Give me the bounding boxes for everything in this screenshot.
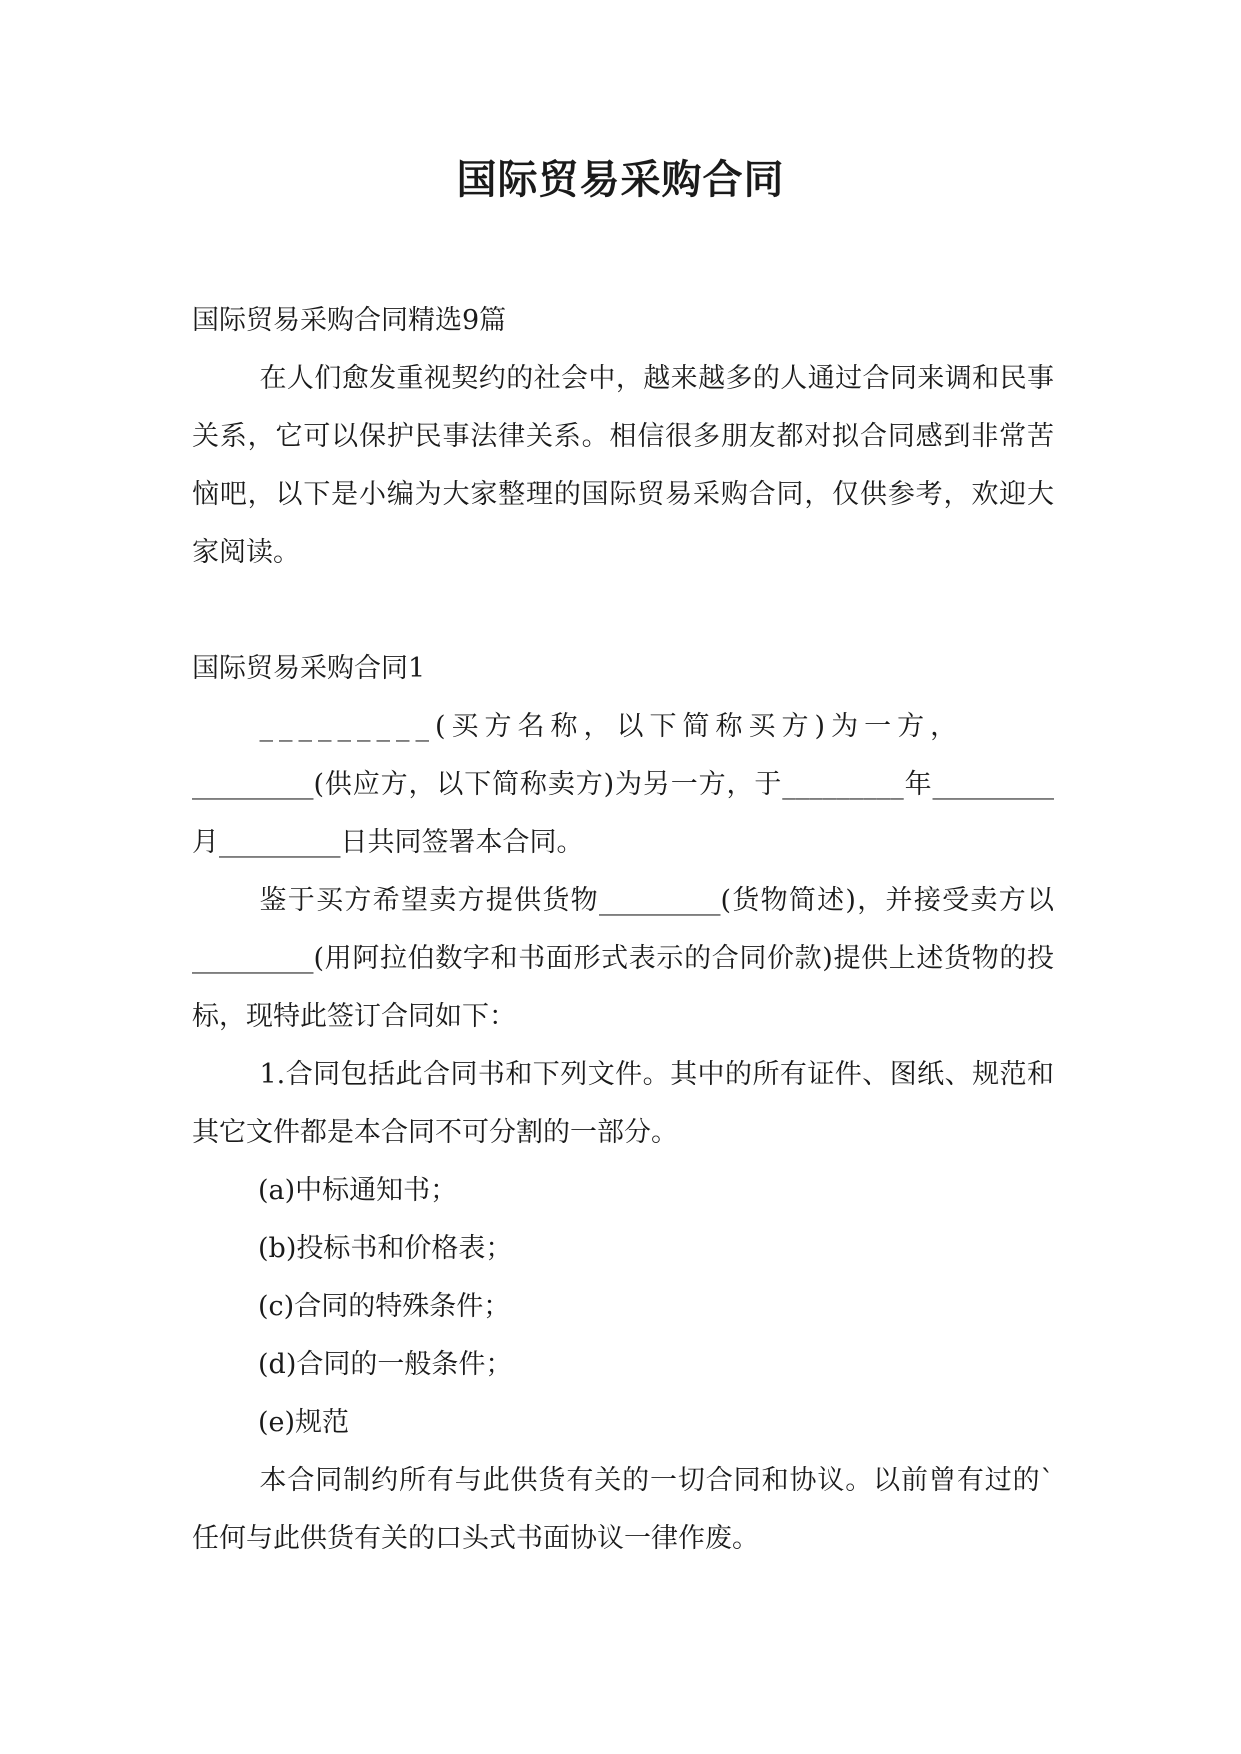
list-item: (d)合同的一般条件； — [258, 1349, 513, 1380]
document-body — [192, 292, 1054, 1568]
document-subtitle: 国际贸易采购合同精选9篇 — [192, 305, 507, 336]
paragraph-spacer — [192, 582, 1054, 640]
clause-1: 1.合同包括此合同书和下列文件。其中的所有证件、图纸、规范和其它文件都是本合同不可分割的一部分。 — [192, 1059, 1054, 1148]
party-line-seller: _________(供应方，以下简称卖方)为另一方，于_________年_________月_________日共同签署本合同。 — [192, 769, 1054, 858]
list-item: (c)合同的特殊条件； — [258, 1291, 511, 1322]
closing-paragraph: 本合同制约所有与此供货有关的一切合同和协议。以前曾有过的`任何与此供货有关的口头式书面协议一律作废。 — [192, 1465, 1054, 1554]
whereas-paragraph: 鉴于买方希望卖方提供货物_________(货物简述)，并接受卖方以_________(用阿拉伯数字和书面形式表示的合同价款)提供上述货物的投标，现特此签订合同如下： — [192, 885, 1054, 1032]
list-item: (a)中标通知书； — [258, 1175, 458, 1206]
list-item: (b)投标书和价格表； — [258, 1233, 513, 1264]
list-item: (e)规范 — [258, 1407, 350, 1438]
party-line-buyer: _________(买方名称，以下简称买方)为一方， — [259, 711, 964, 742]
section-heading: 国际贸易采购合同1 — [192, 653, 426, 684]
document-title: 国际贸易采购合同 — [456, 157, 785, 203]
intro-paragraph: 在人们愈发重视契约的社会中，越来越多的人通过合同来调和民事关系，它可以保护民事法律关系。相信很多朋友都对拟合同感到非常苦恼吧，以下是小编为大家整理的国际贸易采购合同，仅供参考，欢迎大家阅读。 — [192, 363, 1054, 568]
